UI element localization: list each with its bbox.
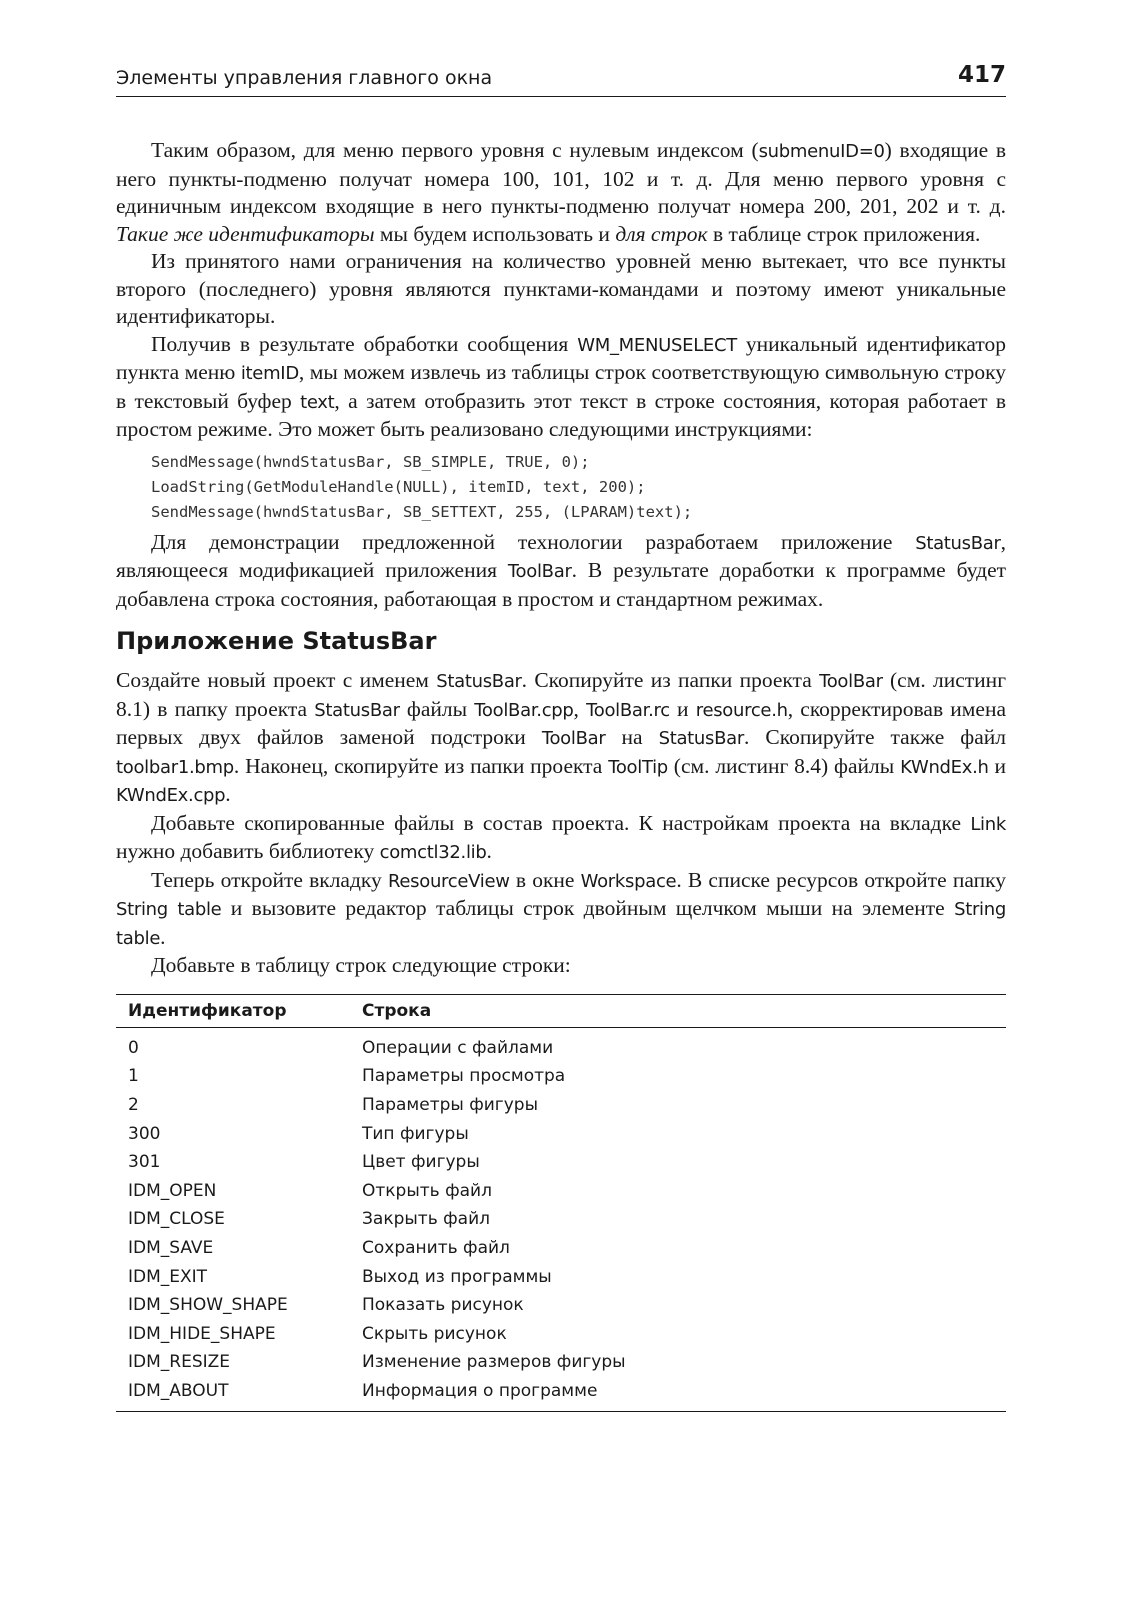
cell-id: IDM_HIDE_SHAPE (128, 1323, 276, 1344)
table-row (116, 1319, 1006, 1348)
table-row (116, 1234, 1006, 1263)
table-row (116, 1262, 1006, 1291)
running-head (116, 62, 1006, 97)
page-body (116, 137, 1006, 1412)
string-table (116, 994, 1006, 1413)
cell-string: Сохранить файл (362, 1237, 510, 1258)
table-row (116, 1291, 1006, 1320)
table-row (116, 1091, 1006, 1120)
cell-id: 0 (128, 1037, 139, 1058)
cell-string: Тип фигуры (362, 1123, 469, 1144)
table-header-row (116, 994, 1006, 1027)
table-row (116, 1348, 1006, 1377)
page-number: 417 (957, 62, 1006, 88)
cell-string: Скрыть рисунок (362, 1323, 507, 1344)
code-line: SendMessage(hwndStatusBar, SB_SETTEXT, 255, (LPARAM)text); (151, 502, 693, 521)
cell-string: Изменение размеров фигуры (362, 1352, 626, 1373)
cell-id: IDM_ABOUT (116, 1377, 350, 1412)
cell-id: IDM_SHOW_SHAPE (128, 1295, 288, 1316)
cell-string: Параметры просмотра (362, 1066, 566, 1087)
code-line: SendMessage(hwndStatusBar, SB_SIMPLE, TRUE, 0); (151, 452, 590, 471)
table-row (116, 1176, 1006, 1205)
table-row (116, 1119, 1006, 1148)
cell-id: IDM_EXIT (128, 1266, 208, 1287)
column-header-string: Строка (350, 994, 1006, 1027)
cell-id: 300 (128, 1123, 161, 1144)
table-row (116, 1377, 1006, 1412)
column-header-id: Идентификатор (116, 994, 350, 1027)
cell-string: Выход из программы (362, 1266, 552, 1287)
table-row (116, 1148, 1006, 1177)
cell-id: IDM_SAVE (128, 1237, 214, 1258)
cell-id: IDM_OPEN (128, 1180, 217, 1201)
paragraph: Добавьте скопированные файлы в состав проекта. К настройкам проекта на вкладке Link нужно добавить библиотеку comctl32.lib. (116, 810, 1006, 863)
cell-id: IDM_CLOSE (128, 1209, 225, 1230)
cell-string: Информация о программе (350, 1377, 1006, 1412)
paragraph: Создайте новый проект с именем StatusBar. Скопируйте из папки проекта ToolBar (см. листинг 8.1) в папку проекта StatusBar файлы ToolBar.cpp, ToolBar.rc и resource.h, скорректировав имена первых двух файлов заменой подстроки ToolBar на StatusBar. Скопируйте также файл toolbar1.bmp. Наконец, скопируйте из папки проекта ToolTip (см. листинг 8.4) файлы KWndEx.h и KWndEx.cpp. (116, 668, 1007, 806)
code-line: LoadString(GetModuleHandle(NULL), itemID, text, 200); (151, 477, 646, 496)
cell-id: 2 (128, 1094, 139, 1115)
paragraph: Теперь откройте вкладку ResourceView в окне Workspace. В списке ресурсов откройте папку String table и вызовите редактор таблицы строк двойным щелчком мыши на элементе String table. (116, 867, 1006, 949)
table-row (116, 1205, 1006, 1234)
cell-id: IDM_RESIZE (128, 1352, 231, 1373)
paragraph: Из принятого нами ограничения на количество уровней меню вытекает, что все пункты второго (последнего) уровня являются пунктами-командами и поэтому имеют уникальные идентификаторы. (116, 249, 1006, 328)
cell-string: Закрыть файл (362, 1209, 490, 1230)
cell-id: 301 (128, 1152, 161, 1173)
code-listing (151, 450, 1006, 525)
paragraph: Получив в результате обработки сообщения WM_MENUSELECT уникальный идентификатор пункта меню itemID, мы можем извлечь из таблицы строк соответствующую символьную строку в текстовый буфер text, а затем отобразить этот текст в строке состояния, которая работает в простом режиме. Это может быть реализовано следующими инструкциями: (116, 331, 1007, 441)
paragraph: Для демонстрации предложенной технологии разработаем приложение StatusBar, являющееся модификацией приложения ToolBar. В результате доработки к программе будет добавлена строка состояния, работающая в простом и стандартном режимах. (116, 529, 1007, 611)
cell-string: Операции с файлами (362, 1037, 554, 1058)
paragraph: Таким образом, для меню первого уровня с нулевым индексом (submenuID=0) входящие в него пункты-подменю получат номера 100, 101, 102 и т. д. Для меню первого уровня с единичным индексом входящие в него пункты-подменю получат номера 200, 201, 202 и т. д. Такие же идентификаторы мы будем использовать и для строк в таблице строк приложения. (116, 138, 1006, 246)
cell-id: 1 (128, 1066, 139, 1087)
table-row (116, 1027, 1006, 1062)
paragraph: Добавьте в таблицу строк следующие строки: (151, 953, 571, 977)
cell-string: Открыть файл (362, 1180, 492, 1201)
section-heading: Приложение StatusBar (116, 627, 437, 655)
cell-string: Параметры фигуры (362, 1094, 539, 1115)
table-row (116, 1062, 1006, 1091)
cell-string: Цвет фигуры (362, 1152, 480, 1173)
chapter-title: Элементы управления главного окна (116, 67, 493, 89)
cell-string: Показать рисунок (362, 1295, 524, 1316)
